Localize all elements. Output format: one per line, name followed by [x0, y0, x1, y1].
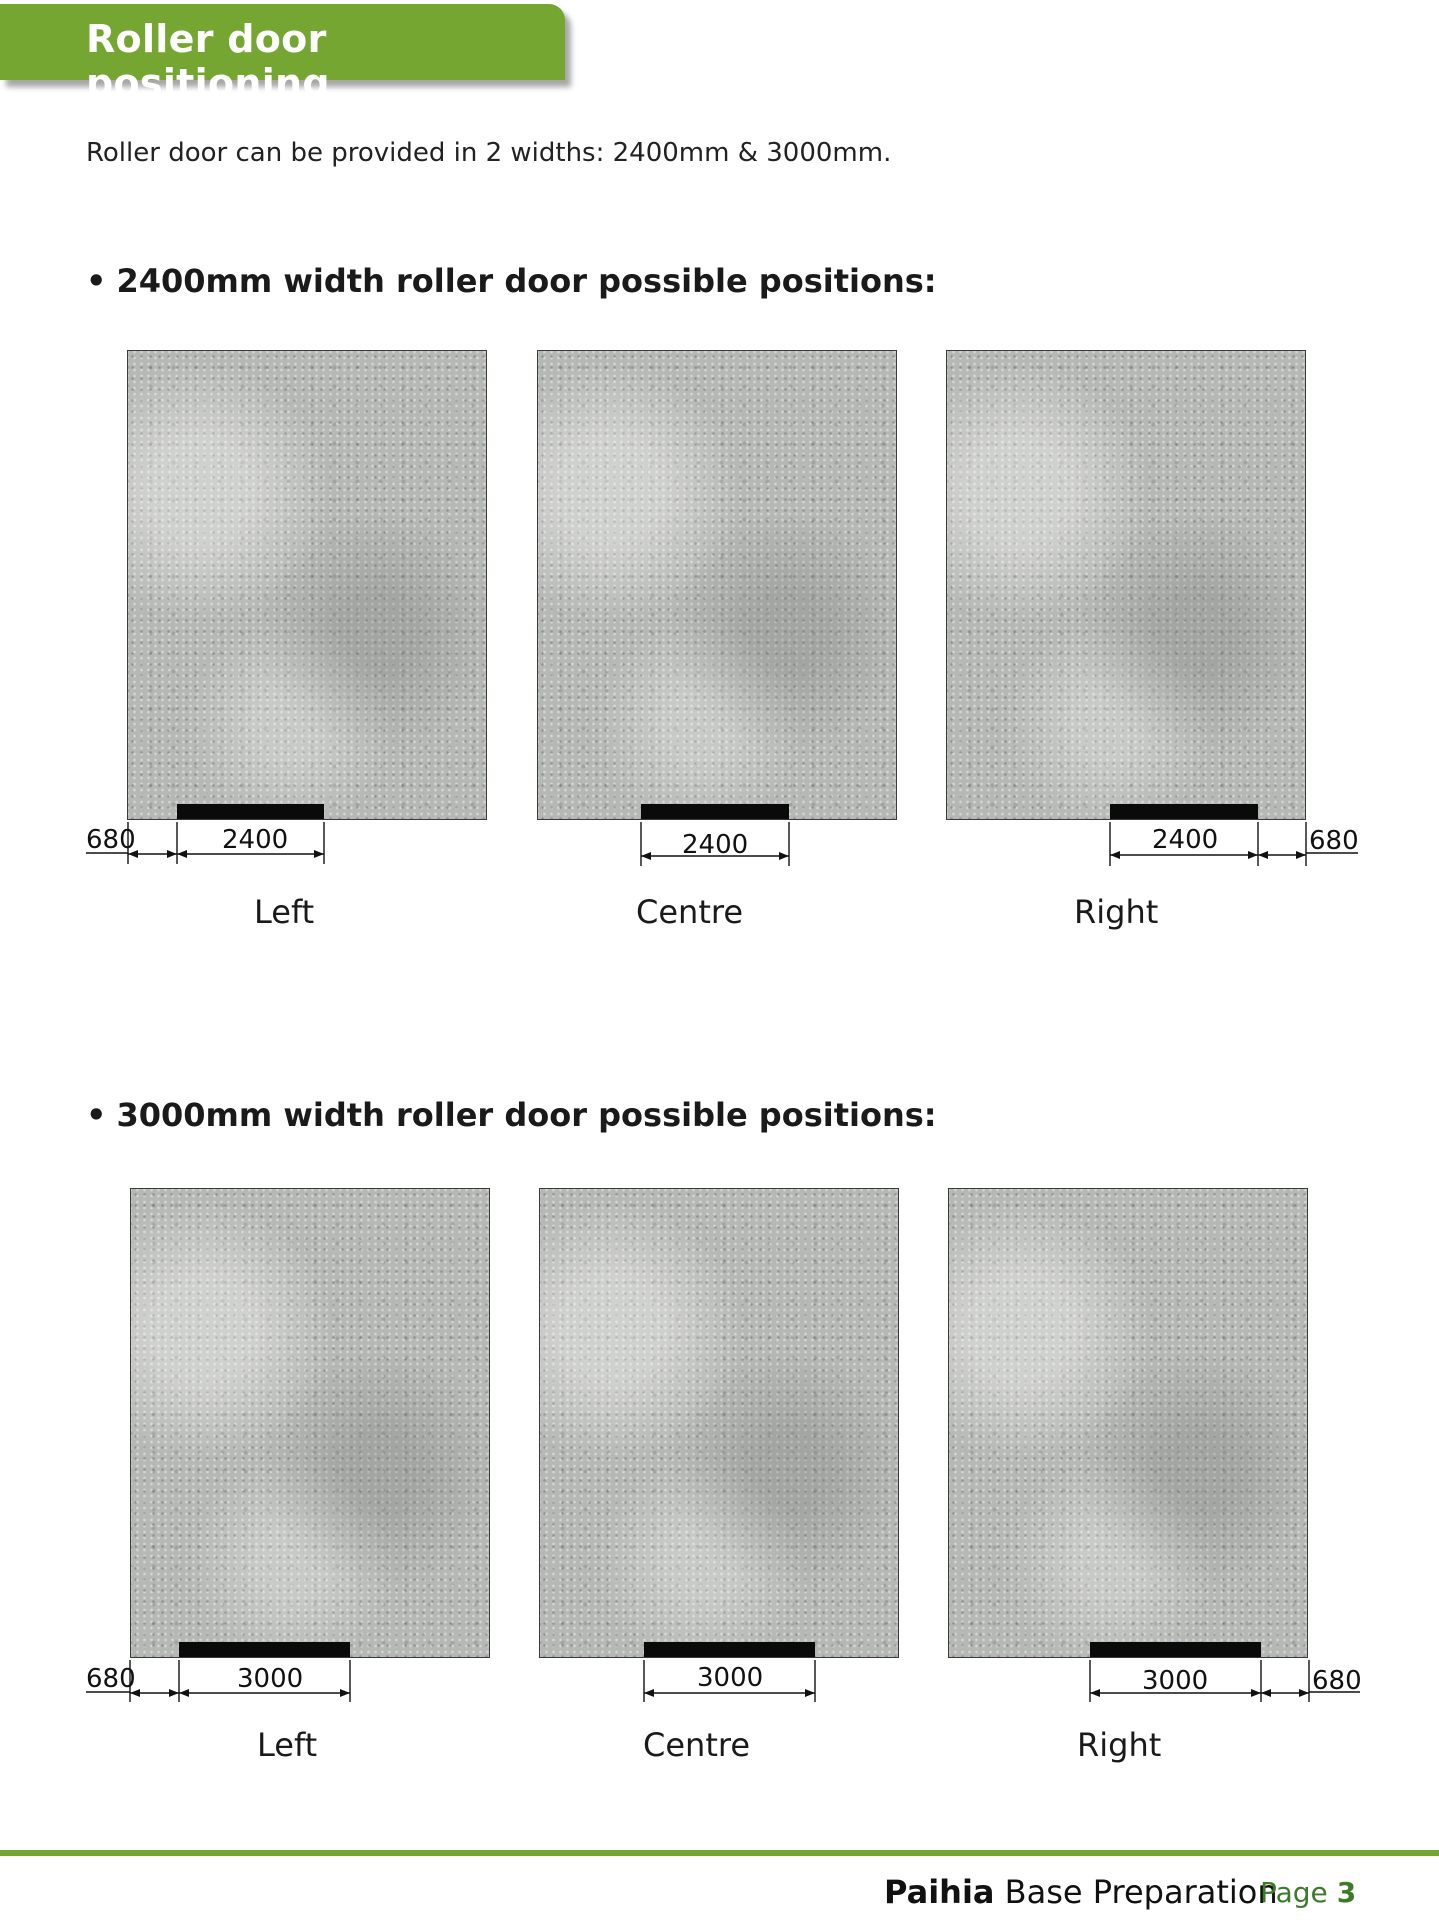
- door-bar-3000-right: [1090, 1642, 1261, 1657]
- position-label-2400-centre: Centre: [636, 893, 743, 931]
- door-bar-2400-left: [177, 804, 324, 819]
- position-label-3000-centre: Centre: [643, 1726, 750, 1764]
- page-number: Page 3: [1260, 1876, 1357, 1909]
- position-label-3000-left: Left: [257, 1726, 318, 1764]
- width-label-2400-right: 2400: [1152, 825, 1219, 855]
- offset-label-3000-right: 680: [1312, 1666, 1362, 1696]
- intro-text: Roller door can be provided in 2 widths: 2400mm & 3000mm.: [86, 138, 892, 168]
- position-label-3000-right: Right: [1077, 1726, 1162, 1764]
- footer-divider: [0, 1850, 1439, 1856]
- position-label-2400-left: Left: [254, 893, 315, 931]
- position-label-2400-right: Right: [1074, 893, 1159, 931]
- width-label-2400-centre: 2400: [682, 830, 749, 860]
- offset-label-2400-left: 680: [86, 825, 136, 855]
- width-label-3000-left: 3000: [237, 1664, 304, 1694]
- width-label-3000-right: 3000: [1142, 1666, 1209, 1696]
- bullet-icon: •: [86, 262, 107, 300]
- bullet-icon: •: [86, 1096, 107, 1134]
- door-bar-2400-right: [1110, 804, 1258, 819]
- page-title: Roller door positioning: [86, 17, 330, 105]
- door-bar-3000-centre: [644, 1642, 815, 1657]
- width-label-3000-centre: 3000: [697, 1663, 764, 1693]
- offset-label-3000-left: 680: [86, 1664, 136, 1694]
- width-label-2400-left: 2400: [222, 825, 289, 855]
- section-heading-2400: • 2400mm width roller door possible positions:: [86, 262, 937, 300]
- footer-doc-title: Base Preparation: [1004, 1873, 1278, 1911]
- door-bar-3000-left: [179, 1642, 350, 1657]
- footer-brand: Paihia: [884, 1873, 995, 1911]
- footer-title: [884, 1873, 1278, 1911]
- offset-label-2400-right: 680: [1309, 826, 1359, 856]
- door-bar-2400-centre: [641, 804, 789, 819]
- section-heading-3000: • 3000mm width roller door possible positions:: [86, 1096, 937, 1134]
